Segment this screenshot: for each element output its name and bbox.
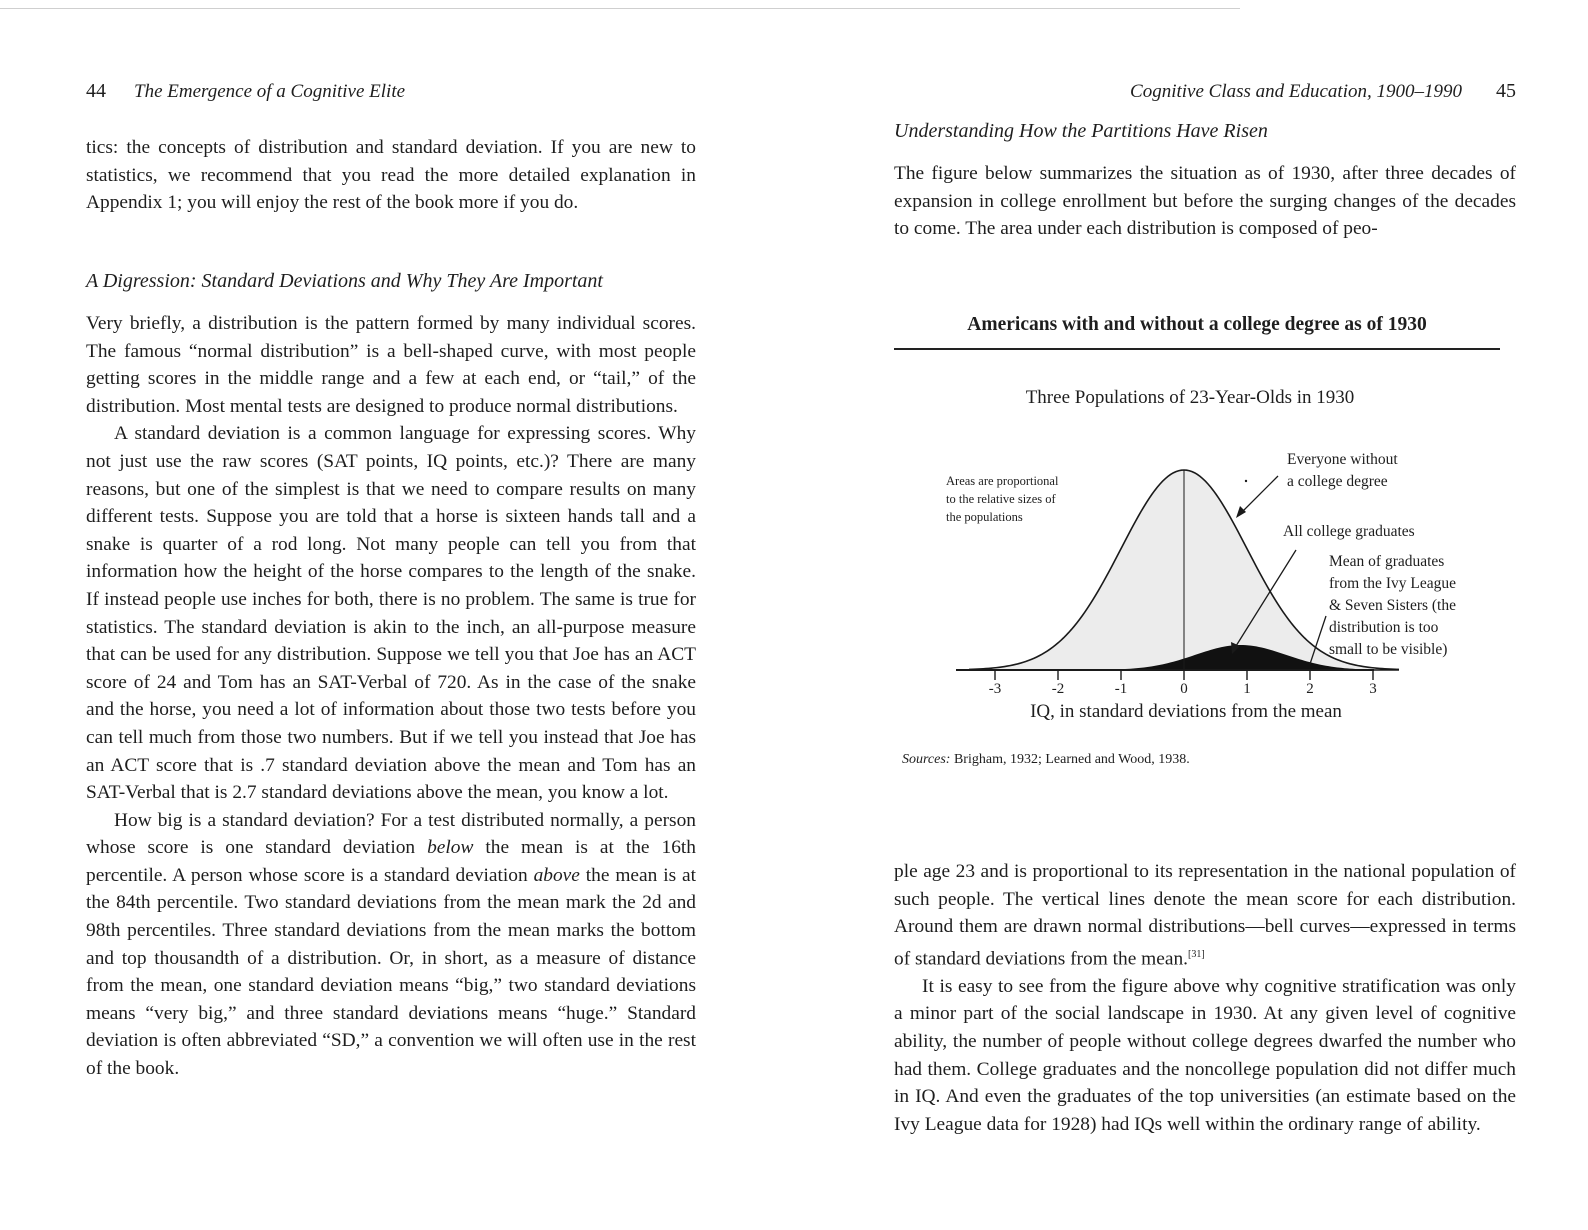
left-para-3-below: below xyxy=(427,837,474,859)
x-tick-label: 2 xyxy=(1306,681,1314,697)
stray-dot xyxy=(1245,480,1247,482)
footnote-ref: [31] xyxy=(1188,948,1205,960)
label-ivy-line: small to be visible) xyxy=(1329,641,1448,658)
right-running-head xyxy=(1130,80,1516,103)
left-para-3-b: the mean is at the 16th percentile. A person whose score is a standard deviation xyxy=(86,837,696,886)
right-para-2-text: ple age 23 and is proportional to its representation in the national population of such people. The vertical lines denote the mean score for each distribution. Around them are drawn normal distributions—bell curves—expressed in terms of standard deviations from the mean. xyxy=(894,861,1516,970)
areas-note xyxy=(946,474,1059,524)
x-tick-label: -3 xyxy=(988,681,1002,697)
label-ivy-line: from the Ivy League xyxy=(1329,575,1456,592)
right-para-2 xyxy=(894,858,1516,973)
right-para-3: It is easy to see from the figure above why cognitive stratification was only a minor part of the social landscape in 1930. At any given level of cognitive ability, the number of people without college degrees dwarfed the number who had them. College graduates and the noncollege population did not differ much in IQ. And even the graduates of the top universities (an estimate based on the Ivy League data for 1928) had IQs well within the ordinary range of ability. xyxy=(894,975,1516,1135)
right-subheading-block xyxy=(894,118,1516,146)
right-intro-block xyxy=(894,160,1516,243)
x-tick-label: 1 xyxy=(1243,681,1251,697)
left-intro-block xyxy=(86,134,696,217)
sources-label: Sources: xyxy=(902,752,951,767)
right-running-title: Cognitive Class and Education, 1900–1990 xyxy=(1130,81,1462,102)
right-page-number: 45 xyxy=(1496,80,1516,102)
sources-text: Brigham, 1932; Learned and Wood, 1938. xyxy=(950,752,1190,767)
left-subheading: A Digression: Standard Deviations and Why They Are Important xyxy=(86,270,603,292)
left-para-2: A standard deviation is a common language for expressing scores. Why not just use the raw scores (SAT points, IQ points, etc.)? There are many reasons, but one of the simplest is that we need to compare results on many different tests. Suppose you are told that a horse is sixteen hands tall and a snake is quarter of a rod long. Not many people can tell you from that information how the height of the horse compares to the length of the snake. If instead people use inches for both, there is no problem. The same is true for statistics. The standard deviation is akin to the inch, an all-purpose measure that can be used for any distribution. Suppose we tell you that Joe has an ACT score of 24 and Tom has an SAT-Verbal of 720. As in the case of the snake and the horse, you need a lot of information about those two tests before you can tell much from those two numbers. But if we tell you instead that Joe has an ACT score that is .7 standard deviation above the mean and Tom has an SAT-Verbal that is 2.7 standard deviations above the mean, you know a lot. xyxy=(86,423,696,804)
chart-title: Three Populations of 23-Year-Olds in 1930 xyxy=(1025,387,1355,408)
x-tick-label: 3 xyxy=(1369,681,1377,697)
left-page-number: 44 xyxy=(86,80,106,102)
left-subheading-block xyxy=(86,268,696,296)
left-body-block xyxy=(86,310,696,1083)
figure-sources xyxy=(902,752,1190,768)
x-tick-label: 0 xyxy=(1180,681,1188,697)
figure-title: Americans with and without a college degree as of 1930 xyxy=(967,314,1427,335)
label-ivy-line: & Seven Sisters (the xyxy=(1329,597,1456,614)
areas-note-line: the populations xyxy=(946,510,1023,524)
label-college-grads xyxy=(1283,523,1415,540)
figure-rule xyxy=(894,348,1500,350)
x-axis-label: IQ, in standard deviations from the mean xyxy=(1030,701,1342,722)
x-tick-label: -1 xyxy=(1114,681,1128,697)
bell-curve-chart xyxy=(894,354,1504,734)
right-para-1: The figure below summarizes the situation as of 1930, after three decades of expansion in college enrollment but before the surging changes of the decades to come. The area under each distribution is composed of peo- xyxy=(894,163,1516,240)
left-para-intro: tics: the concepts of distribution and standard deviation. If you are new to statistics, we recommend that you read the more detailed explanation in Appendix 1; you will enjoy the rest of the book more if you do. xyxy=(86,137,696,214)
label-everyone-line: Everyone without xyxy=(1287,451,1398,468)
x-tick-label: -2 xyxy=(1051,681,1065,697)
page-top-edge xyxy=(0,8,1240,9)
right-body-block xyxy=(894,858,1516,1138)
label-ivy xyxy=(1329,553,1456,658)
left-para-1: Very briefly, a distribution is the pattern formed by many individual scores. The famous “normal distribution” is a bell-shaped curve, with most people getting scores in the middle range and a few at each end, or “tail,” of the distribution. Most mental tests are designed to produce normal distributions. xyxy=(86,313,696,417)
x-axis xyxy=(956,670,1377,697)
pointer-everyone-head xyxy=(1236,506,1246,518)
figure xyxy=(894,314,1504,784)
right-subheading: Understanding How the Partitions Have Risen xyxy=(894,120,1268,142)
areas-note-line: Areas are proportional xyxy=(946,474,1059,488)
label-ivy-line: distribution is too xyxy=(1329,619,1439,636)
left-para-3-c: the mean is at the 84th percentile. Two standard deviations from the mean mark the 2d and 98th percentiles. Three standard deviations from the mean marks the bottom and top thousandth of a distribution. Or, in short, as a measure of distance from the mean, one standard deviation means “big,” two standard deviations means “very big,” and three standard deviations means “huge.” Standard deviation is often abbreviated “SD,” a convention we will often use in the rest of the book. xyxy=(86,864,696,1080)
label-everyone xyxy=(1287,451,1398,490)
label-everyone-line: a college degree xyxy=(1287,473,1388,490)
label-ivy-line: Mean of graduates xyxy=(1329,553,1445,570)
left-para-3-a: How big is a standard deviation? For a test distributed normally, a person whose score is one standard deviation xyxy=(86,809,696,859)
left-running-title: The Emergence of a Cognitive Elite xyxy=(134,81,406,102)
left-para-3-above: above xyxy=(533,864,580,886)
areas-note-line: to the relative sizes of xyxy=(946,492,1056,506)
left-running-head xyxy=(86,80,405,103)
left-para-3 xyxy=(86,807,696,1083)
label-college-grads-line: All college graduates xyxy=(1283,523,1415,540)
